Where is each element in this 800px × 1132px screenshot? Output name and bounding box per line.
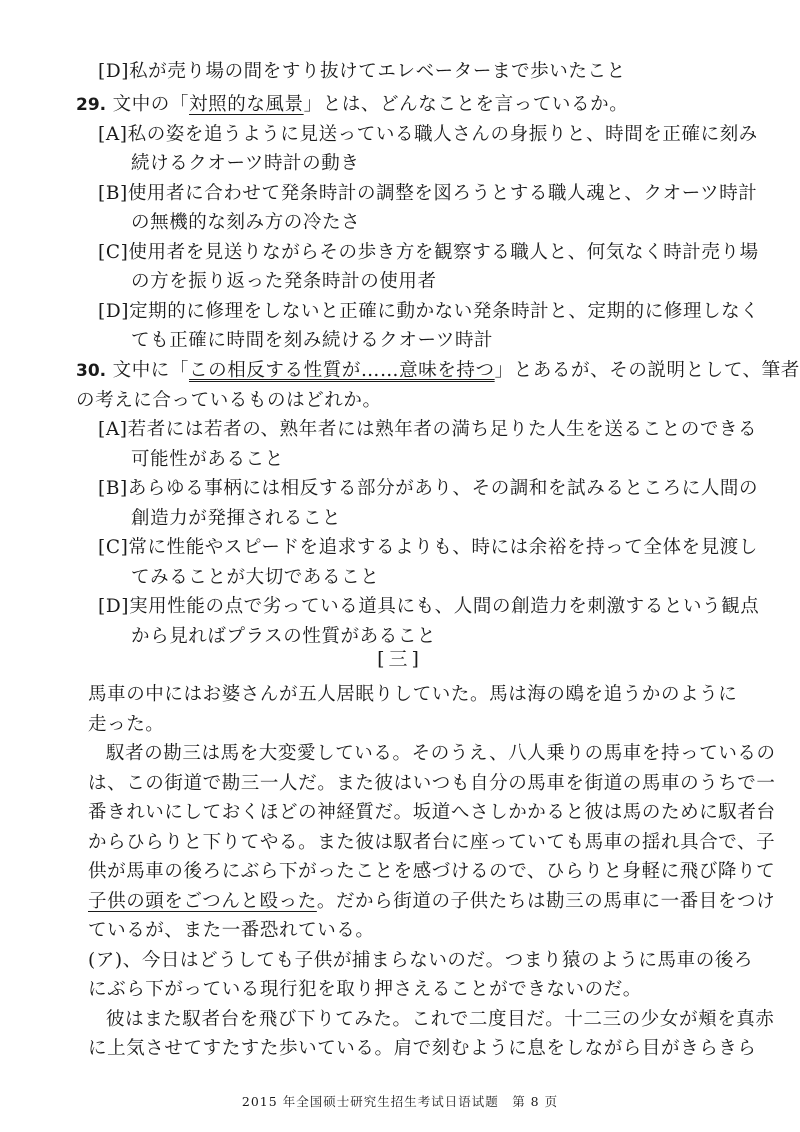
- question-number: 30.: [76, 361, 107, 381]
- stem-text: 文中の「: [106, 94, 190, 115]
- stem-text: 文中に「: [106, 360, 190, 381]
- q30-option-c: [C]常に性能やスピードを追求するよりも、時には余裕を持って全体を見渡し: [98, 537, 758, 558]
- q30-option-b: [B]あらゆる事柄には相反する部分があり、その調和を試みるところに人間の: [98, 478, 759, 499]
- passage-line: 馬車の中にはお婆さんが五人居眠りしていた。馬は海の鴎を追うかのように: [88, 684, 738, 705]
- q29-option-c-cont: の方を振り返った発条時計の使用者: [131, 271, 437, 292]
- underlined-phrase: 子供の頭をごつんと殴った: [88, 891, 317, 912]
- passage-line: 馭者の勘三は馬を大変愛している。そのうえ、八人乗りの馬車を持っているの: [106, 743, 776, 764]
- q30-option-b-cont: 創造力が発揮されること: [131, 508, 342, 529]
- passage-text: 。だから街道の子供たちは勘三の馬車に一番目をつけ: [316, 891, 776, 912]
- stem-text: 」とは、どんなことを言っているか。: [303, 94, 629, 115]
- passage-line: にぶら下がっている現行犯を取り押さえることができないのだ。: [88, 979, 642, 1000]
- q28-option-d: [D]私が売り場の間をすり抜けてエレベーターまで歩いたこと: [98, 61, 626, 82]
- q30-option-a: [A]若者には若者の、熟年者には熟年者の満ち足りた人生を送ることのできる: [98, 419, 758, 440]
- stem-text: 」とあるが、その説明として、筆者: [494, 360, 800, 381]
- passage-line: (ア)、今日はどうしても子供が捕まらないのだ。つまり猿のように馬車の後ろ: [88, 950, 754, 971]
- passage-line: [88, 893, 775, 912]
- q30-option-d-cont: から見ればプラスの性質があること: [131, 626, 437, 647]
- q29-option-b: [B]使用者に合わせて発条時計の調整を図ろうとする職人魂と、クオーツ時計: [98, 183, 758, 204]
- q29-option-d-cont: ても正確に時間を刻み続けるクオーツ時計: [131, 330, 494, 351]
- q29-option-a-cont: 続けるクオーツ時計の動き: [131, 153, 360, 174]
- passage-line: 走った。: [88, 714, 165, 735]
- page-footer: 2015 年全国硕士研究生招生考试日语试题 第 8 页: [241, 1094, 559, 1109]
- question-30-stem-cont: の考えに合っているものはどれか。: [76, 390, 382, 411]
- q29-option-a: [A]私の姿を追うように見送っている職人さんの身振りと、時間を正確に刻み: [98, 124, 758, 145]
- q29-option-d: [D]定期的に修理をしないと正確に動かない発条時計と、定期的に修理しなく: [98, 301, 760, 322]
- passage-line: に上気させてすたすた歩いている。肩で刻むように息をしながら目がきらきら: [88, 1038, 757, 1059]
- passage-line: 彼はまた馭者台を飛び下りてみた。これで二度目だ。十二三の少女が頬を真赤: [106, 1009, 775, 1030]
- q30-option-c-cont: てみることが大切であること: [131, 567, 380, 588]
- passage-line: ているが、また一番恐れている。: [88, 920, 375, 941]
- q30-option-a-cont: 可能性があること: [131, 449, 284, 470]
- question-29-stem: [76, 96, 628, 115]
- q30-option-d: [D]実用性能の点で劣っている道具にも、人間の創造力を刺激するという観点: [98, 596, 760, 617]
- section-heading: [三]: [377, 648, 423, 670]
- q29-option-c: [C]使用者を見送りながらその歩き方を観察する職人と、何気なく時計売り場: [98, 242, 759, 263]
- underlined-phrase: この相反する性質が……意味を持つ: [189, 360, 495, 381]
- question-number: 29.: [76, 95, 107, 115]
- passage-line: からひらりと下りてやる。また彼は馭者台に座っていても馬車の揺れ具合で、子: [88, 832, 776, 853]
- passage-line: は、この街道で勘三一人だ。また彼はいつも自分の馬車を街道の馬車のうちで一: [88, 773, 776, 794]
- underlined-phrase: 対照的な風景: [189, 94, 304, 115]
- passage-line: 供が馬車の後ろにぶら下がったことを感づけるので、ひらりと身軽に飛び降りて: [88, 861, 776, 882]
- passage-line: 番きれいにしておくほどの神経質だ。坂道へさしかかると彼は馬のために馭者台: [88, 802, 776, 823]
- question-30-stem: [76, 362, 800, 381]
- q29-option-b-cont: の無機的な刻み方の冷たさ: [131, 212, 361, 233]
